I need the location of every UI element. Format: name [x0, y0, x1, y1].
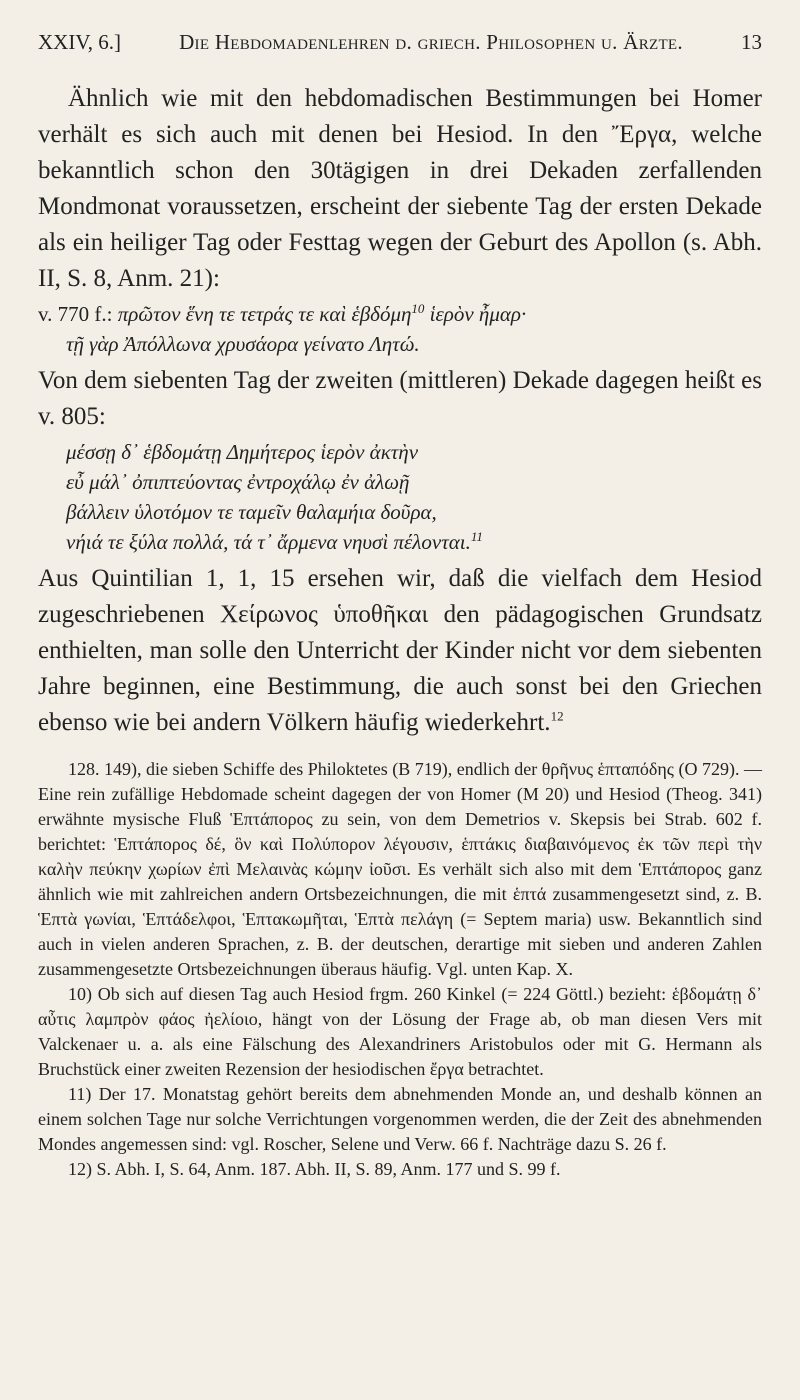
verse-2-line-3: βάλλειν ὑλοτόμον τε ταμεῖν θαλαμήια δοῦρα, — [66, 500, 437, 524]
footnote-12: 12) S. Abh. I, S. 64, Anm. 187. Abh. II, S. 89, Anm. 177 und S. 99 f. — [68, 1159, 561, 1179]
footnote-ref-12[interactable]: 12 — [550, 708, 564, 724]
paragraph-1: Ähnlich wie mit den hebdomadischen Bestimmungen bei Homer verhält es sich auch mit denen bei Hesiod. In den Ἔργα, welche bekanntlich schon den 30tägigen in drei Dekaden zerfallenden Mondmonat voraussetzen, erscheint der siebente Tag der ersten Dekade als ein heiliger Tag oder Festtag wegen der Geburt des Apollon (s. Abh. II, S. 8, Anm. 21): — [38, 85, 762, 292]
verse-ref: v. 770 f.: — [38, 302, 113, 326]
footnote-ref-11[interactable]: 11 — [470, 529, 483, 544]
footnotes — [38, 757, 762, 1182]
running-header — [38, 30, 762, 55]
verse-2-line-2: εὖ μάλ᾽ ὀπιπτεύοντας ἐντροχάλῳ ἐν ἀλωῇ — [66, 470, 410, 494]
footnote-10: 10) Ob sich auf diesen Tag auch Hesiod frgm. 260 Kinkel (= 224 Göttl.) bezieht: ἑβδομάτῃ δ᾽ αὖτις λαμπρὸν φάος ἠελίοιο, hängt von der Lösung der Frage ab, ob man diesen Vers mit Valckenaer u. a. als eine Fälschung des Alexandriners Aristobulos oder mit G. Hermann als Bruchstück einer zweiten Rezension der hesiodischen ἔργα betrachtet. — [38, 984, 762, 1079]
paragraph-2: Von dem siebenten Tag der zweiten (mittleren) Dekade dagegen heißt es v. 805: — [38, 367, 762, 430]
verse-2-line-1: μέσσῃ δ᾽ ἑβδομάτῃ Δημήτερος ἱερὸν ἀκτὴν — [66, 440, 419, 464]
verse-2-line-4-text: νήιά τε ξύλα πολλά, τά τ᾽ ἄρμενα νηυσὶ πέλονται. — [66, 530, 471, 554]
verse-block-2 — [38, 437, 762, 557]
verse-block-1 — [38, 299, 762, 359]
verse-1-text-b: ἱερὸν ἦμαρ· — [429, 302, 527, 326]
paragraph-3-text: Aus Quintilian 1, 1, 15 ersehen wir, daß die vielfach dem Hesiod zugeschriebenen Χείρωνος ὑποθῆκαι den pädagogischen Grundsatz enthielten, man solle den Unterricht der Kinder nicht vor dem siebenten Jahre beginnen, eine Bestimmung, die auch sonst bei den Griechen ebenso wie bei andern Völkern häufig wiederkehrt. — [38, 565, 762, 736]
main-text — [38, 81, 762, 741]
footnote-ref-10[interactable]: 10 — [411, 301, 425, 316]
page-number: 13 — [740, 30, 762, 54]
verse-1-text-a: πρῶτον ἕνη τε τετράς τε καὶ ἑβδόμη — [117, 302, 412, 326]
section-ref: XXIV, 6.] — [38, 30, 122, 54]
verse-1-line-1 — [38, 299, 762, 329]
footnote-11: 11) Der 17. Monatstag gehört bereits dem abnehmenden Monde an, und deshalb können an einem solchen Tage nur solche Verrichtungen vorgenommen werden, die der Zeit des abnehmenden Mondes angemessen sind: vgl. Roscher, Selene und Verw. 66 f. Nachträge dazu S. 26 f. — [38, 1084, 762, 1154]
running-title: Die Hebdomadenlehren d. griech. Philosophen u. Ärzte. — [179, 30, 683, 54]
verse-2-line-4 — [66, 527, 762, 557]
footnote-128: 128. 149), die sieben Schiffe des Philoktetes (B 719), endlich der θρῆνυς ἑπταπόδης (O 729). — Eine rein zufällige Hebdomade scheint dagegen der von Homer (M 20) und Hesiod (Theog. 341) erwähnte mysische Fluß Ἑπτάπορος zu sein, von dem Demetrios v. Skepsis bei Strab. 602 f. berichtet: Ἑπτάπορος δέ, ὃν καὶ Πολύπορον λέγουσιν, ἑπτάκις διαβαινόμενος ἐκ τῶν περὶ τὴν καλὴν πεύκην χωρίων ἐπὶ Μελαινὰς κώμην ἰοῦσι. Es verhält sich also mit dem Ἑπτάπορος ganz ähnlich wie mit zahlreichen andern Ortsbezeichnungen, die mit ἑπτά zusammengesetzt sind, z. B. Ἑπτὰ γωνίαι, Ἑπτάδελφοι, Ἑπτακωμῆται, Ἑπτὰ πελάγη (= Septem maria) usw. Bekanntlich sind auch in vielen anderen Sprachen, z. B. der deutschen, derartige mit sieben und anderen Zahlen zusammengesetzte Ortsbezeichnungen überaus häufig. Vgl. unten Kap. X. — [38, 759, 762, 979]
paragraph-3 — [38, 561, 762, 741]
verse-1-line-2: τῇ γὰρ Ἀπόλλωνα χρυσάορα γείνατο Λητώ. — [66, 332, 420, 356]
